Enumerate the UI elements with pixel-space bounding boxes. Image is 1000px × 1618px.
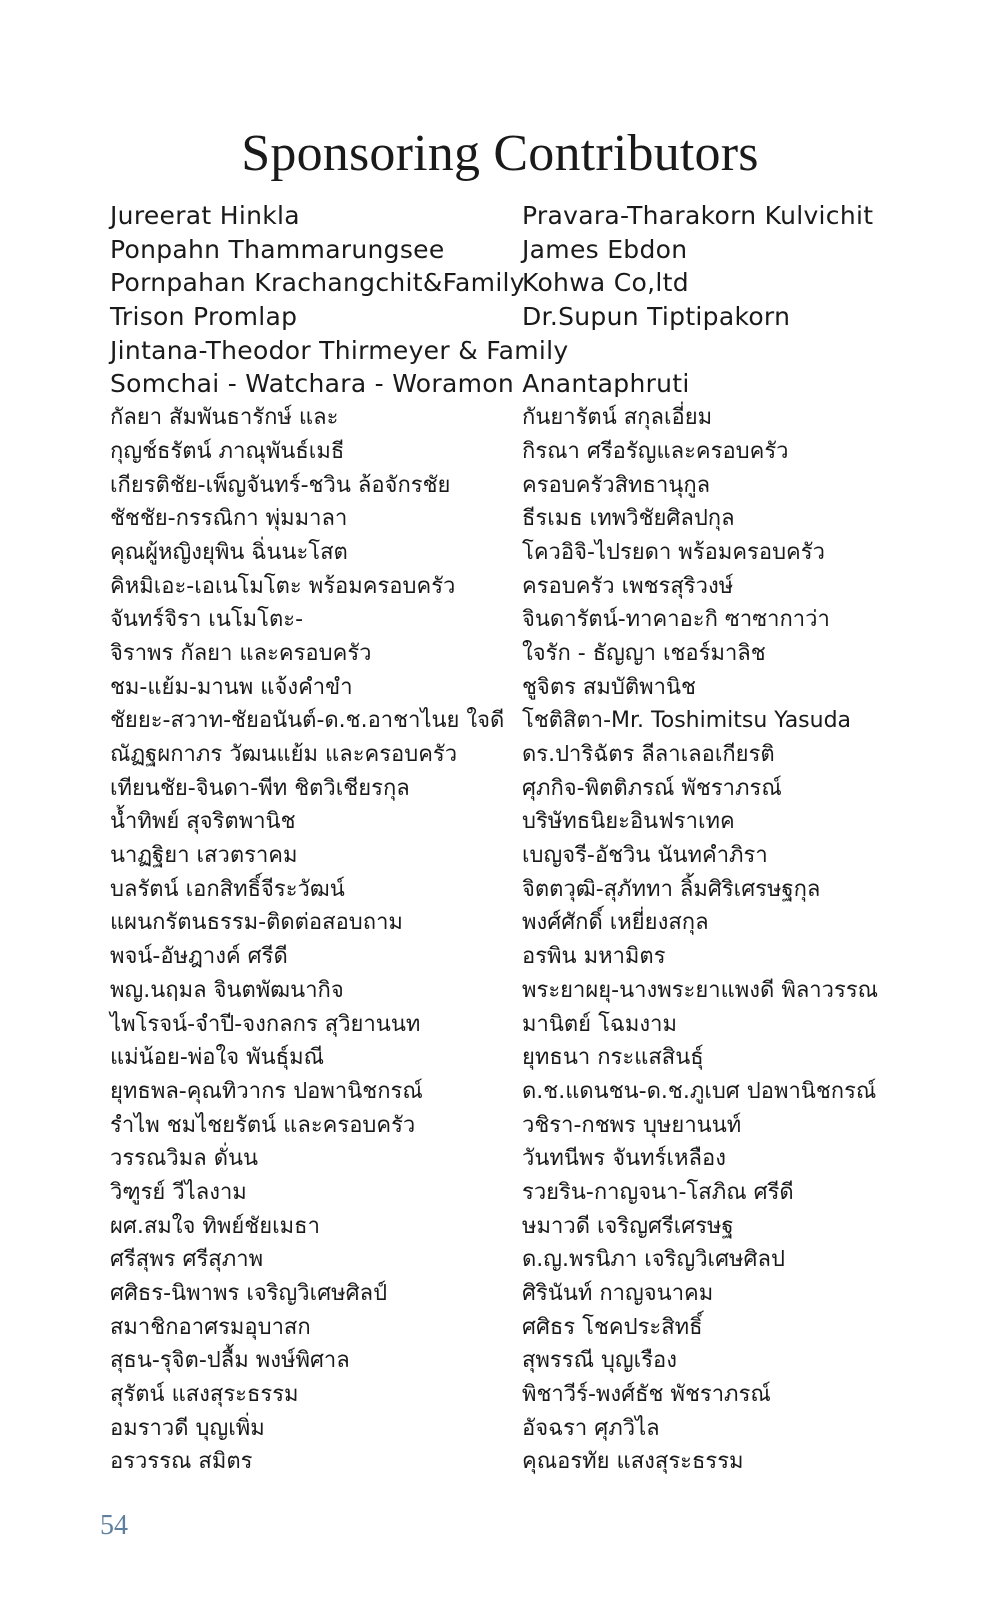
contributor-name: สุรัตน์ แสงสุระธรรม xyxy=(110,1382,299,1408)
contributor-name: Jintana-Theodor Thirmeyer & Family xyxy=(110,335,569,365)
contributor-row xyxy=(110,367,930,401)
contributor-name: ด.ช.แดนชน-ด.ช.ภูเบศ ปอพานิชกรณ์ xyxy=(522,1078,877,1104)
contributor-row xyxy=(110,199,930,233)
contributor-row xyxy=(110,603,930,637)
contributor-name: ครอบครัวสิทธานุกูล xyxy=(522,472,711,498)
contributor-name: คุณผู้หญิงยุพิน ฉิ่นนะโสต xyxy=(110,539,348,565)
contributor-row xyxy=(110,974,930,1008)
contributor-name: Kohwa Co,ltd xyxy=(522,268,689,298)
page-number: 54 xyxy=(100,1510,128,1541)
contributor-name: อมราวดี บุญเพิ่ม xyxy=(110,1415,265,1441)
contributor-name: ศศิธร-นิพาพร เจริญวิเศษศิลป์ xyxy=(110,1281,388,1306)
contributor-row xyxy=(110,1176,930,1210)
contributor-name: Pornpahan Krachangchit&Family xyxy=(110,268,525,298)
contributor-row xyxy=(110,1075,930,1109)
contributor-row xyxy=(110,1445,930,1479)
contributor-name: บลรัตน์ เอกสิทธิ์จีระวัฒน์ xyxy=(110,876,345,902)
contributor-name: โควอิจิ-ไปรยดา พร้อมครอบครัว xyxy=(522,539,825,565)
contributor-row xyxy=(110,1041,930,1075)
contributor-row xyxy=(110,873,930,907)
contributor-row xyxy=(110,233,930,267)
contributor-name: จินดารัตน์-ทาคาอะกิ ซาซากาว่า xyxy=(522,607,830,633)
contributor-row xyxy=(110,536,930,570)
contributor-name: ชม-แย้ม-มานพ แจ้งคำขำ xyxy=(110,674,353,700)
contributor-name: Trison Promlap xyxy=(110,302,298,332)
contributor-row xyxy=(110,334,930,368)
contributor-row xyxy=(110,1311,930,1345)
contributor-name: ศิรินันท์ กาญจนาคม xyxy=(522,1281,714,1306)
contributor-name: พงศ์ศักดิ์ เหยี่ยงสกุล xyxy=(522,910,709,936)
contributor-name: James Ebdon xyxy=(522,234,688,264)
contributor-name: คิหมิเอะ-เอเนโมโตะ พร้อมครอบครัว xyxy=(110,573,456,599)
contributor-name: แม่น้อย-พ่อใจ พันธุ์มณี xyxy=(110,1045,324,1071)
contributor-row xyxy=(110,300,930,334)
contributor-row xyxy=(110,637,930,671)
contributor-row xyxy=(110,1344,930,1378)
contributor-row xyxy=(110,704,930,738)
contributor-name: กันยารัตน์ สกุลเอี่ยม xyxy=(522,405,713,431)
contributor-name: อรวรรณ สมิตร xyxy=(110,1449,253,1475)
contributor-row xyxy=(110,839,930,873)
contributor-name: เทียนชัย-จินดา-พีท ชิตวิเชียรกุล xyxy=(110,775,410,801)
contributor-row xyxy=(110,1412,930,1446)
contributor-name: Pravara-Tharakorn Kulvichit xyxy=(522,201,874,230)
contributor-row xyxy=(110,1109,930,1143)
contributor-name: พิชาวีร์-พงศ์ธัช พัชราภรณ์ xyxy=(522,1382,771,1408)
contributor-name: จิราพร กัลยา และครอบครัว xyxy=(110,640,372,666)
contributor-name: ษมาวดี เจริญศรีเศรษฐ xyxy=(522,1213,734,1239)
contributor-name: Jureerat Hinkla xyxy=(110,201,300,230)
contributor-row xyxy=(110,1277,930,1311)
contributor-name: ศรีสุพร ศรีสุภาพ xyxy=(110,1247,264,1273)
contributor-name: เกียรติชัย-เพ็ญจันทร์-ชวิน ล้อจักรชัย xyxy=(110,472,451,498)
contributor-row xyxy=(110,738,930,772)
contributor-row xyxy=(110,469,930,503)
contributor-row xyxy=(110,671,930,705)
contributor-row xyxy=(110,1142,930,1176)
contributor-name: จันทร์จิรา เนโมโตะ- xyxy=(110,607,304,633)
contributor-row xyxy=(110,906,930,940)
contributor-name: วรรณวิมล ดั่นน xyxy=(110,1146,259,1172)
contributor-name: ศุภกิจ-พิตติภรณ์ พัชราภรณ์ xyxy=(522,775,782,801)
contributor-name: บริษัทธนิยะอินฟราเทค xyxy=(522,809,735,835)
contributor-name: สุธน-รุจิต-ปลื้ม พงษ์พิศาล xyxy=(110,1348,350,1374)
contributor-name: ผศ.สมใจ ทิพย์ชัยเมธา xyxy=(110,1213,320,1239)
contributor-name: อรพิน มหามิตร xyxy=(522,944,666,970)
contributor-name: ใจรัก - ธัญญา เชอร์มาลิช xyxy=(522,640,766,666)
contributor-name: ชูจิตร สมบัติพานิช xyxy=(522,674,696,700)
contributor-name: สุพรรณี บุญเรือง xyxy=(522,1348,677,1374)
contributor-row xyxy=(110,1243,930,1277)
contributor-name: กุญช์ธรัตน์ ภาณุพันธ์เมธี xyxy=(110,438,345,464)
contributor-row xyxy=(110,805,930,839)
contributor-name: ดร.ปาริฉัตร ลีลาเลอเกียรติ xyxy=(522,742,775,767)
contributor-name: ชัยยะ-สวาท-ชัยอนันต์-ด.ช.อาชาไนย ใจดี xyxy=(110,708,505,734)
contributor-name: น้ำทิพย์ สุจริตพานิช xyxy=(110,809,296,835)
contributor-name: ไพโรจน์-จำปี-จงกลกร สุวิยานนท xyxy=(110,1011,421,1037)
contributor-name: ณัฏฐผกาภร วัฒนแย้ม และครอบครัว xyxy=(110,742,458,767)
contributor-name: นาฏฐิยา เสวตราคม xyxy=(110,843,298,869)
contributor-name: แผนกรัตนธรรม-ติดต่อสอบถาม xyxy=(110,910,403,936)
contributor-name: พญ.นฤมล จินตพัฒนากิจ xyxy=(110,977,344,1003)
contributor-name: Dr.Supun Tiptipakorn xyxy=(522,302,791,332)
contributor-name: ยุทธพล-คุณทิวากร ปอพานิชกรณ์ xyxy=(110,1078,423,1104)
contributor-row xyxy=(110,435,930,469)
contributor-name: อัจฉรา ศุภวิไล xyxy=(522,1415,660,1441)
contributor-row xyxy=(110,401,930,435)
contributor-name: วิฑูรย์ วีไลงาม xyxy=(110,1179,247,1205)
contributor-name: ชัชชัย-กรรณิกา พุ่มมาลา xyxy=(110,506,348,532)
contributor-row xyxy=(110,502,930,536)
contributor-row xyxy=(110,1008,930,1042)
contributor-row xyxy=(110,266,930,300)
contributor-name: คุณอรทัย แสงสุระธรรม xyxy=(522,1449,744,1475)
contributor-name: ยุทธนา กระแสสินธุ์ xyxy=(522,1045,704,1071)
contributor-name: ธีรเมธ เทพวิชัยศิลปกุล xyxy=(522,506,735,532)
contributor-name: Somchai - Watchara - Woramon Anantaphruti xyxy=(110,369,690,399)
contributor-row xyxy=(110,940,930,974)
contributor-name: วชิรา-กชพร บุษยานนท์ xyxy=(522,1112,742,1138)
contributor-name: เบญจรี-อัชวิน นันทคำภิรา xyxy=(522,843,768,869)
contributor-name: พระยาผยุ-นางพระยาแพงดี พิลาวรรณ xyxy=(522,977,879,1003)
contributor-name: รำไพ ชมไชยรัตน์ และครอบครัว xyxy=(110,1112,416,1138)
contributor-name: มานิตย์ โฉมงาม xyxy=(522,1011,677,1037)
contributor-name: ด.ญ.พรนิภา เจริญวิเศษศิลป xyxy=(522,1247,785,1273)
contributor-name: รวยริน-กาญจนา-โสภิณ ศรีดี xyxy=(522,1179,794,1205)
contributor-name: สมาชิกอาศรมอุบาสก xyxy=(110,1314,311,1340)
contributor-name: ศศิธร โชคประสิทธิ์ xyxy=(522,1314,703,1340)
contributor-row xyxy=(110,1378,930,1412)
contributor-name: โชติสิตา-Mr. Toshimitsu Yasuda xyxy=(522,708,852,734)
contributor-name: กิรณา ศรีอรัญและครอบครัว xyxy=(522,438,789,464)
contributor-name: จิตตวุฒิ-สุภัททา ลิ้มศิริเศรษฐกุล xyxy=(522,876,821,902)
page-title: Sponsoring Contributors xyxy=(241,125,759,182)
contributor-row xyxy=(110,772,930,806)
contributor-name: พจน์-อัษฎางค์ ศรีดี xyxy=(110,944,288,970)
contributor-name: กัลยา สัมพันธารักษ์ และ xyxy=(110,405,339,431)
contributor-name: ครอบครัว เพชรสุริวงษ์ xyxy=(522,573,734,599)
contributors-list xyxy=(110,199,930,1479)
contributor-row xyxy=(110,1210,930,1244)
contributor-name: วันทนีพร จันทร์เหลือง xyxy=(522,1146,726,1172)
contributor-row xyxy=(110,570,930,604)
contributor-name: Ponpahn Thammarungsee xyxy=(110,234,445,264)
